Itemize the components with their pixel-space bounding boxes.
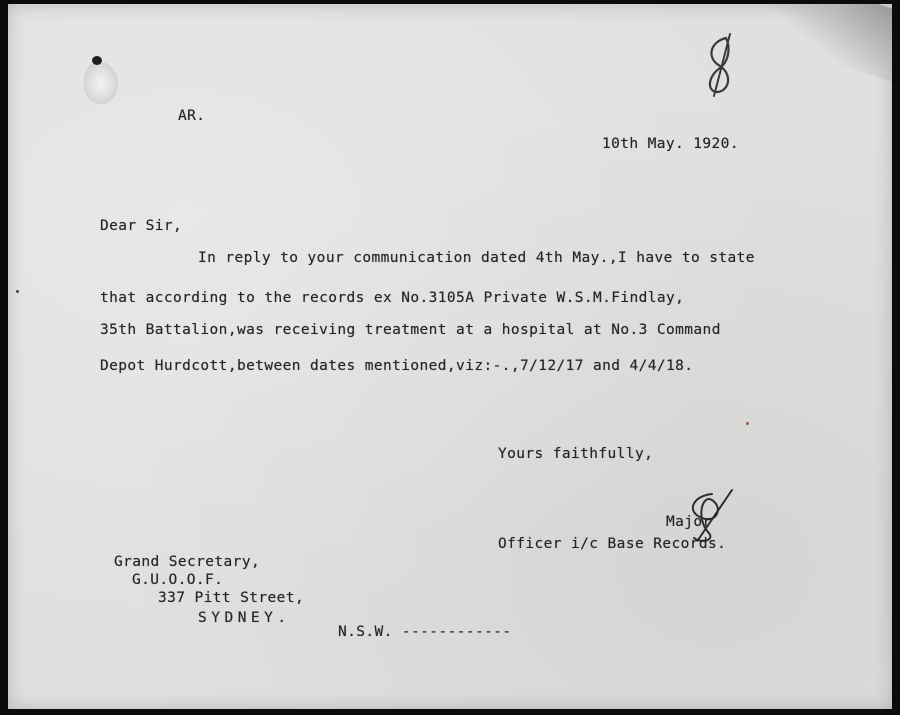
- body-line: that according to the records ex No.3105A Private W.S.M.Findlay,: [100, 290, 685, 306]
- address-line: G.U.O.O.F.: [132, 572, 224, 588]
- salutation: Dear Sir,: [100, 218, 183, 234]
- paper-speck: [746, 422, 749, 425]
- punch-dot: [92, 56, 102, 65]
- signer-rank: Major: [666, 514, 712, 530]
- body-line: Depot Hurdcott,between dates mentioned,viz:-.,7/12/17 and 4/4/18.: [100, 358, 694, 374]
- body-line: In reply to your communication dated 4th May.,I have to state: [198, 250, 755, 266]
- signer-title: Officer i/c Base Records.: [498, 536, 727, 552]
- address-line: Grand Secretary,: [114, 554, 261, 570]
- body-line: 35th Battalion,was receiving treatment at a hospital at No.3 Command: [100, 322, 721, 338]
- letter-page: [8, 4, 892, 709]
- address-line: SYDNEY.: [198, 610, 291, 626]
- punch-hole: [84, 62, 118, 104]
- address-line: N.S.W. ------------: [338, 624, 512, 640]
- paper-speck: [16, 290, 19, 293]
- address-line: 337 Pitt Street,: [158, 590, 305, 606]
- closing: Yours faithfully,: [498, 446, 654, 462]
- letter-date: 10th May. 1920.: [602, 136, 739, 152]
- reference-code: AR.: [178, 108, 206, 124]
- folded-corner: [755, 4, 892, 87]
- handwritten-pencil-mark: [696, 32, 746, 102]
